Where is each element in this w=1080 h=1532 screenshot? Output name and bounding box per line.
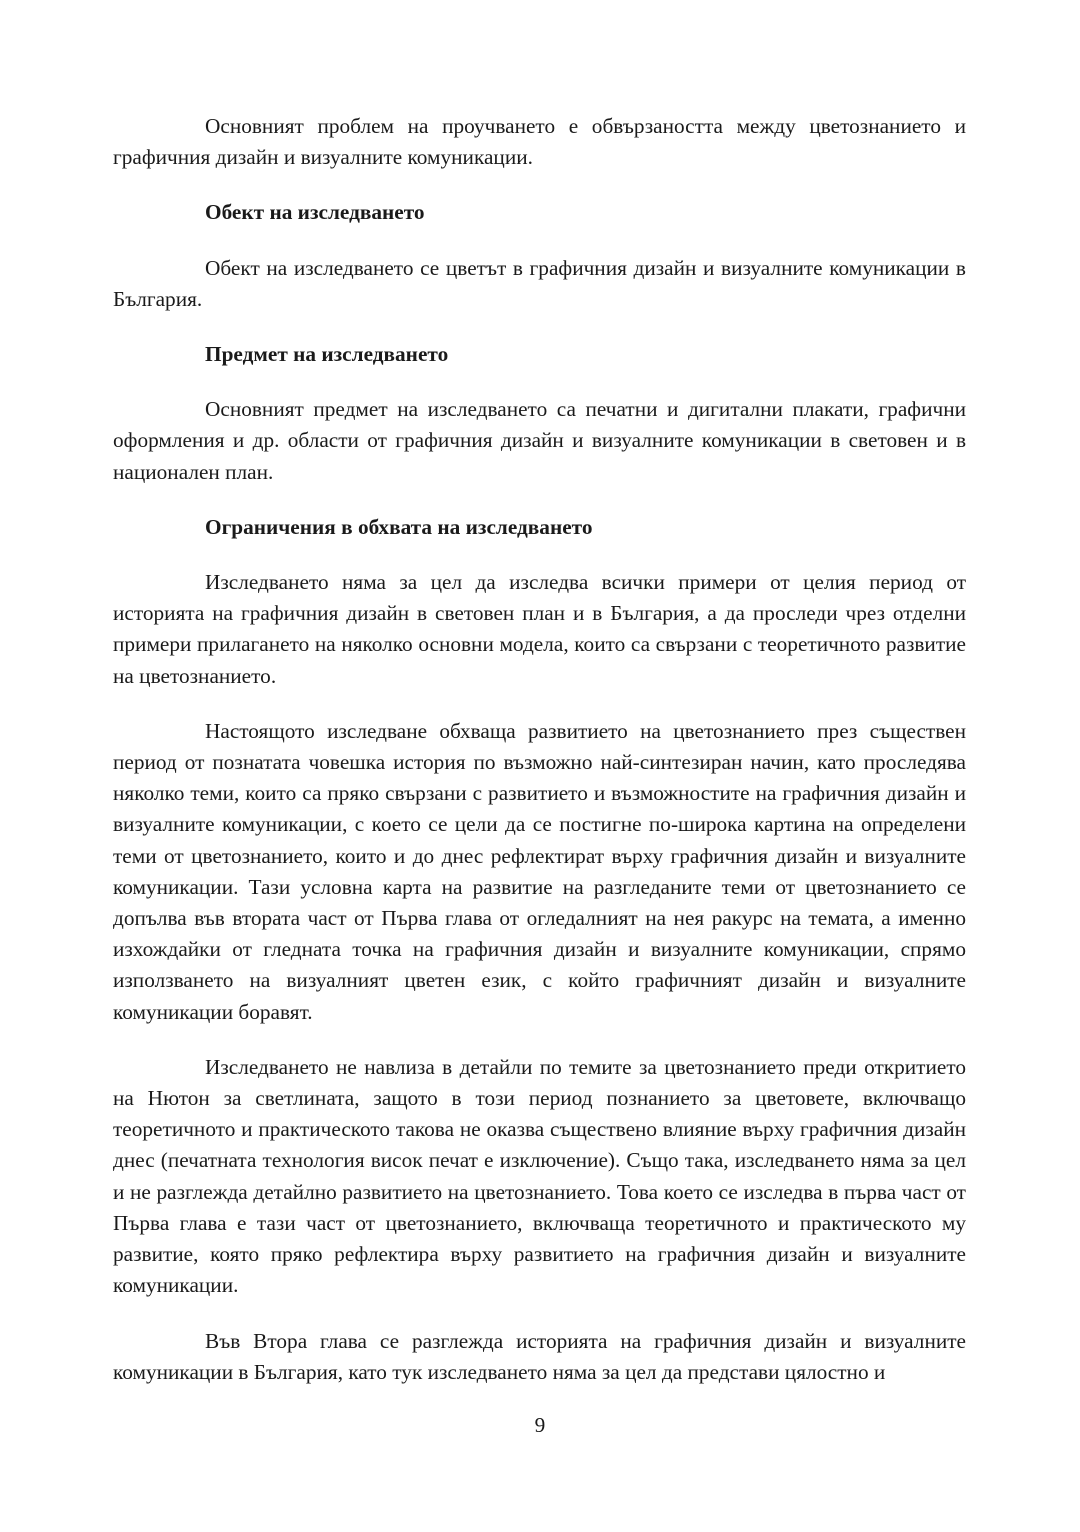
paragraph-research-problem: Основният проблем на проучването е обвързаността между цветознанието и графичния дизайн и визуалните комуникации. <box>113 114 966 170</box>
paragraph-limitations-scope: Изследването няма за цел да изследва всички примери от целия период от историята на графичния дизайн в световен план и в България, а да проследи чрез отделни примери прилагането на няколко основни модела, които са свързани с теоретичното развитие на цветознанието. <box>113 570 966 688</box>
paragraph-research-subject: Основният предмет на изследването са печатни и дигитални плакати, графични оформления и др. области от графичния дизайн и визуалните комуникации в световен и в национален план. <box>113 397 966 484</box>
paragraph-chapter-two: Във Втора глава се разглежда историята на графичния дизайн и визуалните комуникации в България, като тук изследването няма за цел да представи цялостно и <box>113 1328 966 1384</box>
heading-research-subject: Предмет на изследването <box>205 342 449 367</box>
heading-research-object: Обект на изследването <box>205 200 425 225</box>
paragraph-research-object: Обект на изследването се цветът в графичния дизайн и визуалните комуникации в България. <box>113 255 966 311</box>
page-body <box>113 111 966 1412</box>
heading-research-limitations: Ограничения в обхвата на изследването <box>205 514 593 539</box>
paragraph-newton-boundary: Изследването не навлиза в детайли по темите за цветознанието преди откритието на Нютон за светлината, защото в този период познанието за цветовете, включващо теоретичното и практическото такова не оказва съществено влияние върху графичния дизайн днес (печатната технология висок печат е изключение). Също така, изследването няма за цел и не разглежда детайлно развитието на цветознанието. Това което се изследва в първа част от Първа глава е тази част от цветознанието, включваща теоретичното и практическото му развитие, която пряко рефлектира върху развитието на графичния дизайн и визуалните комуникации. <box>113 1054 966 1298</box>
page-number: 9 <box>534 1413 546 1437</box>
paragraph-study-coverage: Настоящото изследване обхваща развитието на цветознанието през съществен период от познатата човешка история по възможно най-синтезиран начин, като проследява няколко теми, които са пряко свързани с развитието и възможностите на графичния дизайн и визуалните комуникации, с което се цели да се постигне по-широка картина на определени теми от цветознанието, които и до днес рефлектират върху графичния дизайн и визуалните комуникации. Тази условна карта на развитие на разгледаните теми от цветознанието се допълва във втората част от Първа глава от огледалният на нея ракурс на темата, а именно изхождайки от гледната точка на графичния дизайн и визуалните комуникации, спрямо използването на визуалният цветен език, с който графичният дизайн и визуалните комуникации боравят. <box>113 718 966 1024</box>
